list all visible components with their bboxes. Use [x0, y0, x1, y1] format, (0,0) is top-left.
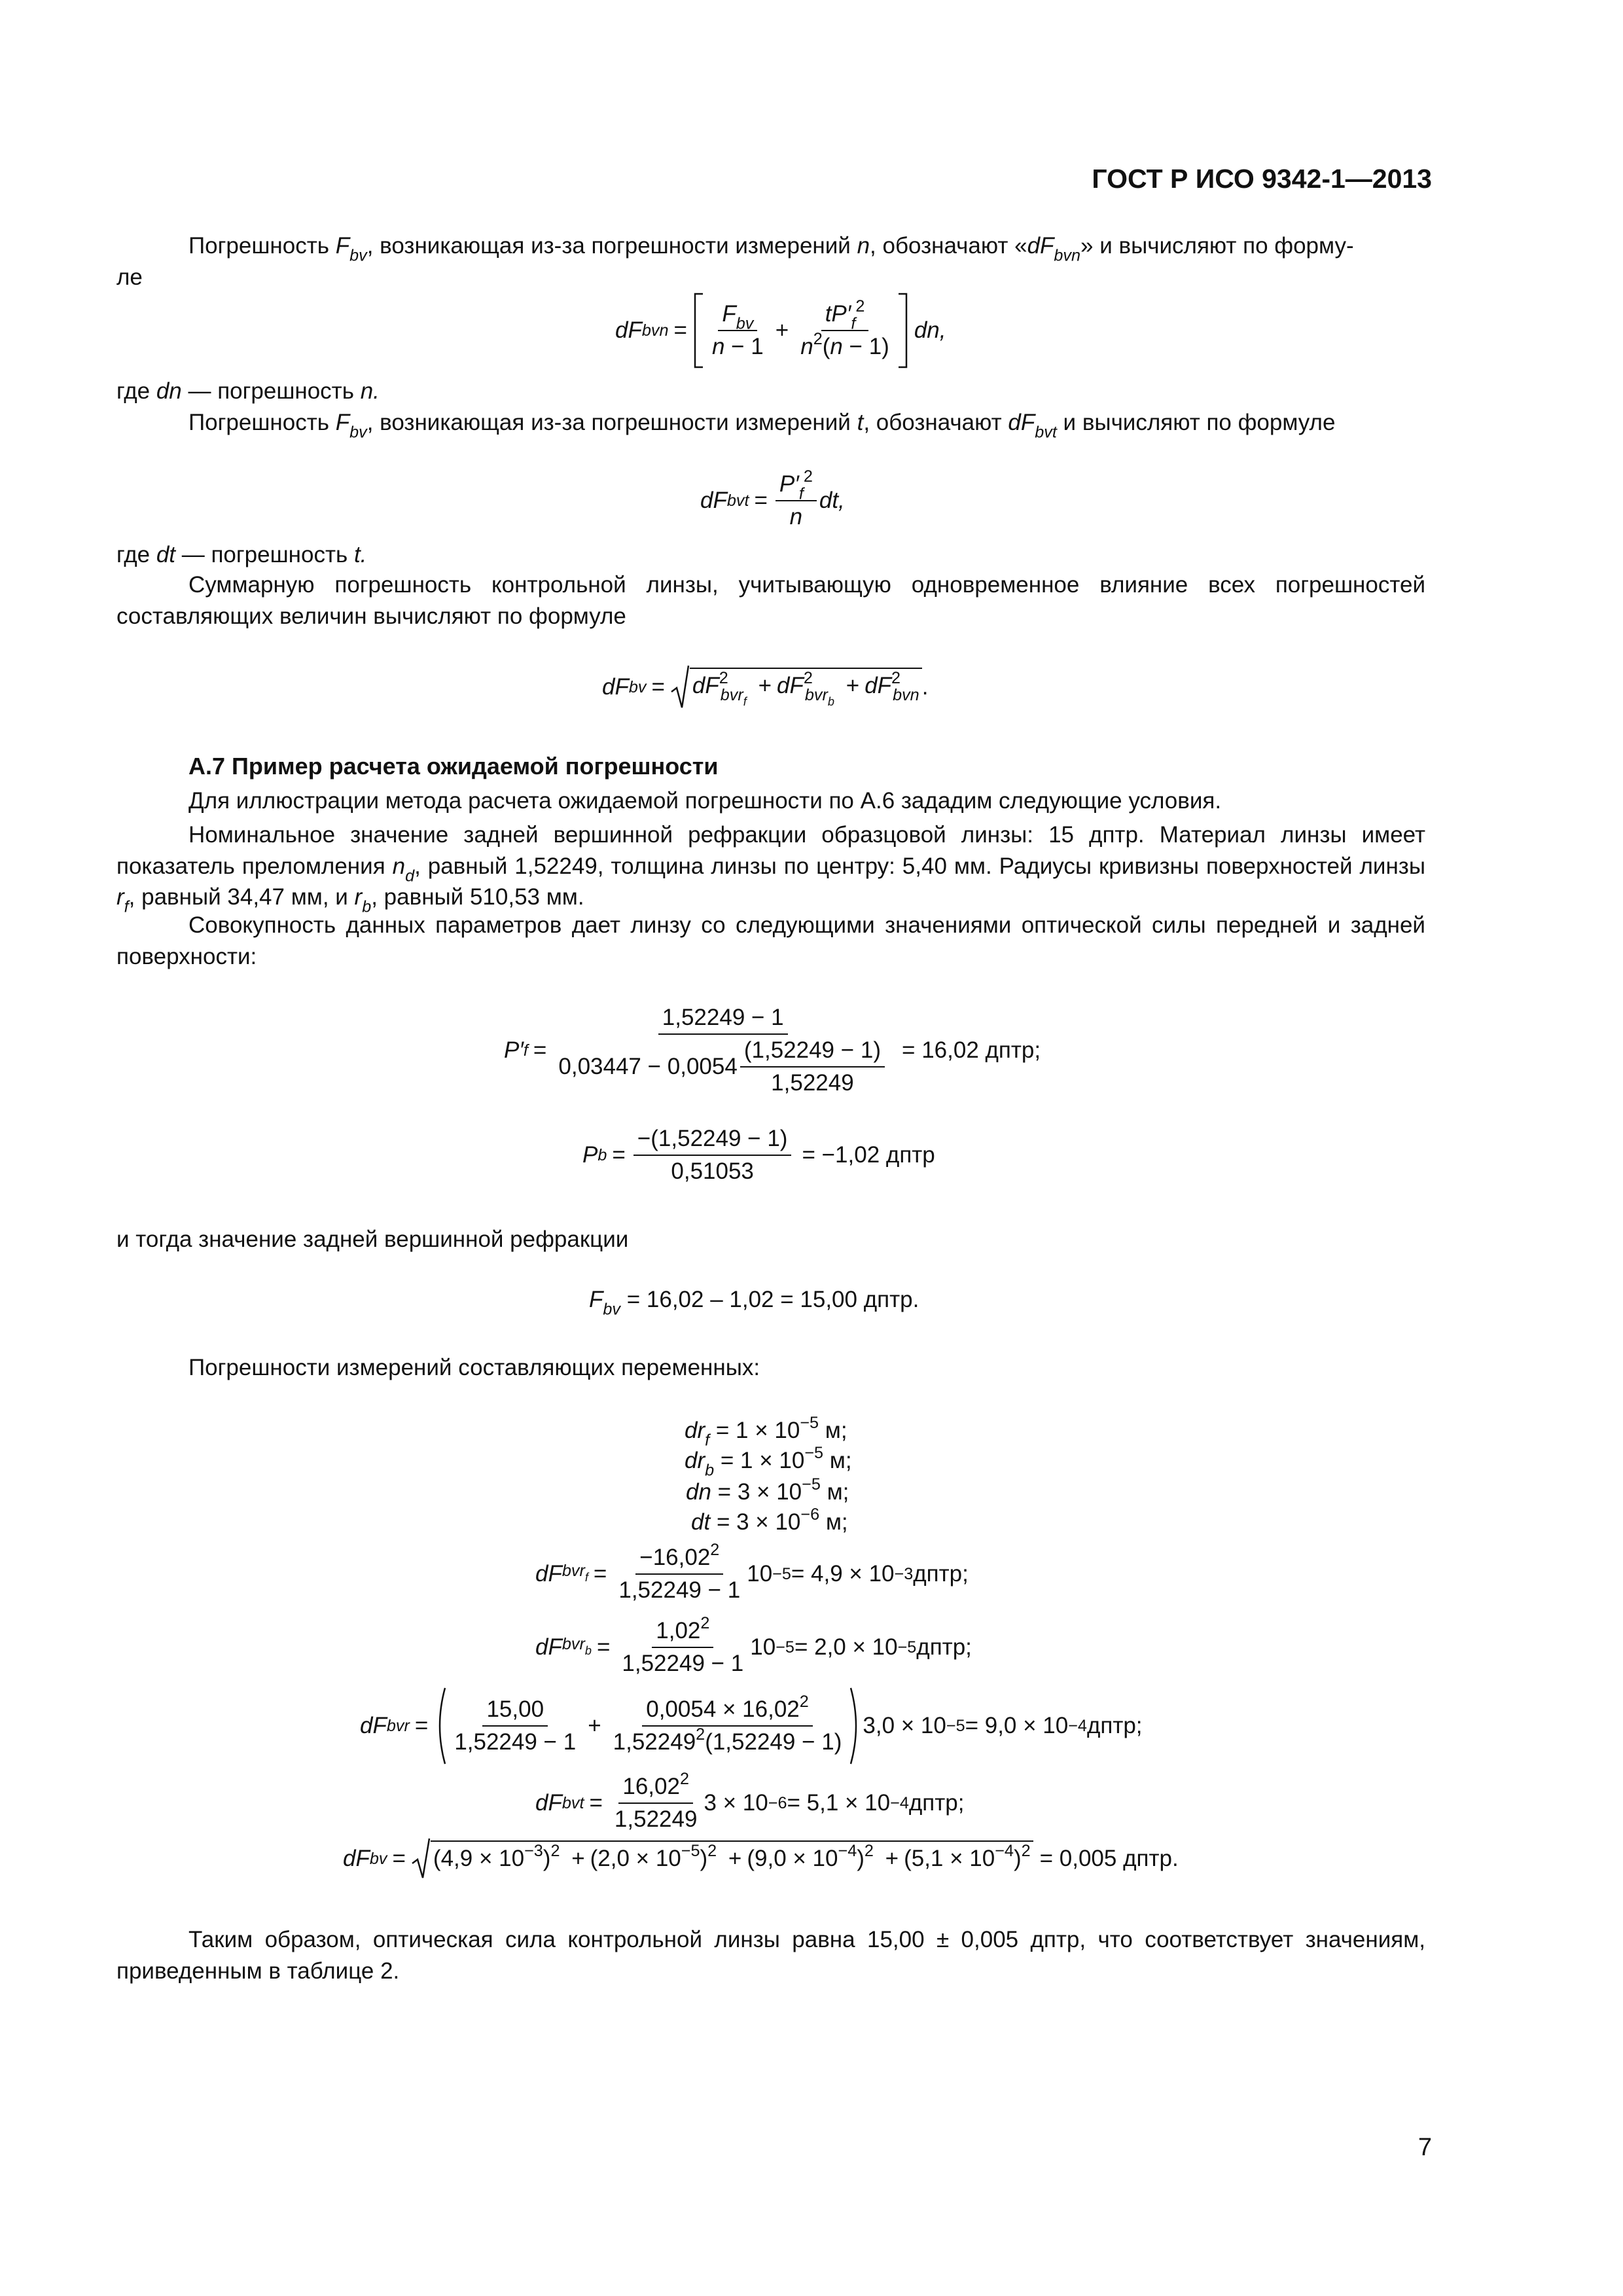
fraction: $\frac{1,02^2}{1,52249 - 1}$ — [622, 1613, 744, 1676]
fraction: $\frac{P'_f^2}{n}$ — [776, 471, 817, 530]
value-drb: $dr_b = 1 \times 10^{-5}$ м; — [685, 1443, 852, 1480]
sqrt-sign — [411, 1837, 431, 1880]
section-heading: А.7 Пример расчета ожидаемой погрешности — [188, 753, 719, 780]
fraction: $\frac{15,00}{1,52249 - 1}$ — [454, 1696, 577, 1755]
equation-pb: P b = $\frac{-(1,52249 - 1)}{0,51053}$ = −1,02 дптр — [582, 1126, 935, 1184]
paragraph-intro: Для иллюстрации метода расчета ожидаемой погрешности по А.6 зададим следующие условия. — [188, 788, 1222, 814]
fraction: $\frac{-16,02^2}{1,52249 - 1}$ — [618, 1540, 741, 1603]
fraction: $\frac{F_{bv}}{n - 1}$ — [711, 301, 764, 359]
fraction: $\frac{-(1,52249 - 1)}{0,51053}$ — [633, 1126, 792, 1185]
equation-dfbv-final: dF bv = $(4,9 \times 10^{-3})^2 + (2,0 \times 10^{-5})^2 + (9,0 \times 10^{-4})^2 + (5,1 \times 10^{-4})^2$ = 0,005 дптр. — [343, 1833, 1179, 1885]
where-clause: где dn — погрешность n. — [116, 378, 380, 404]
paragraph-parameters: Номинальное значение задней вершинной рефракции образцовой линзы: 15 дптр. Материал линзы имеет показатель преломления $n_d$, равный 1,52249, толщина линзы по центру: 5,40 мм. Радиусы кривизны поверхностей линзы $r_f$, равный 34,47 мм, и $r_b$, равный 510,53 мм. — [116, 822, 1425, 916]
fraction: $\frac{16,02^2}{1,52249}$ — [614, 1769, 698, 1832]
paragraph-total-error: Суммарную погрешность контрольной линзы, учитывающую одновременное влияние всех погрешностей составляющих величин вычисляют по формуле — [116, 572, 1425, 629]
paragraph-conclusion: Таким образом, оптическая сила контрольной линзы равна 15,00 ± 0,005 дптр, что соответствует значениям, приведенным в таблице 2. — [116, 1927, 1425, 1984]
paragraph-continuation: ле — [116, 264, 143, 290]
equation-dfbvrb: dF bvr$_b$ = $\frac{1,02^2}{1,52249 - 1}$ 10 −5 = 2,0 × 10 −5 дптр; — [535, 1613, 972, 1676]
equation-dfbv-sqrt: dF bv = $dF^2_{bvr_f} + dF^2_{bvr_b} + dF^2_{bvn}$ . — [602, 661, 928, 713]
left-paren — [433, 1685, 448, 1767]
value-drf: $dr_f = 1 \times 10^{-5}$ м; — [685, 1413, 847, 1450]
fraction: $\frac{0,0054 \times 16,02^2}{1,52249^2(1,52249 - 1)}$ — [613, 1692, 842, 1755]
page-number: 7 — [1418, 2134, 1432, 2161]
sqrt-sign — [670, 664, 690, 710]
equation-dfbvrf: dF bvr$_f$ = $\frac{-16,02^2}{1,52249 - 1}$ 10 −5 = 4,9 × 10 −3 дптр; — [535, 1540, 969, 1603]
equation-dfbvr: dF bvr = $\frac{15,00}{1,52249 - 1}$ + $\frac{0,0054 \times 16,02^2}{1,52249^2(1,52249 - 1)}$ 3,0 × 10 −5 = 9,0 × 10 −4 дптр; — [360, 1683, 1143, 1768]
paragraph-vertex: и тогда значение задней вершинной рефракции — [116, 1227, 629, 1252]
right-bracket — [896, 291, 909, 370]
paragraph-fbv-n-error: Погрешность $F_{bv}$, возникающая из-за погрешности измерений n, обозначают «$dF_{bvn}$» и вычисляют по форму- — [188, 233, 1354, 265]
fraction: $\frac{tP'_f^2}{n^2(n - 1)}$ — [800, 296, 889, 359]
left-bracket — [692, 291, 705, 370]
equation-dfbvt-value: dF bvt = $\frac{16,02^2}{1,52249}$ 3 × 10 −6 = 5,1 × 10 −4 дптр; — [535, 1769, 965, 1832]
equation-fbv-value: $F_{bv} = 16,02 - 1,02 = 15,00$ дптр. — [589, 1287, 919, 1319]
equation-pf: P ′ f = 1,52249 − 1 0,03447 − 0,0054 $\frac{(1,52249 - 1)}{1,52249}$ = 16,02 дптр; — [504, 1005, 1041, 1096]
paragraph-fbv-t-error: Погрешность $F_{bv}$, возникающая из-за погрешности измерений t, обозначают $dF_{bvt}$ и вычисляют по формуле — [188, 410, 1336, 442]
equation-dfbvt: dF bvt = $\frac{P'_f^2}{n}$ dt, — [700, 467, 845, 529]
equation-dfbvn: dF bvn = $\frac{F_{bv}}{n - 1}$ + $\frac{tP'_f^2}{n^2(n - 1)}$ dn, — [615, 288, 946, 373]
document-header: ГОСТ Р ИСО 9342-1—2013 — [1092, 164, 1432, 194]
paragraph-measurement-errors: Погрешности измерений составляющих переменных: — [188, 1355, 760, 1380]
right-paren — [848, 1685, 863, 1767]
fraction: 1,52249 − 1 0,03447 − 0,0054 $\frac{(1,52249 - 1)}{1,52249}$ — [554, 1005, 891, 1096]
value-dt: dt = $3 \times 10^{-6}$ м; — [691, 1505, 848, 1535]
where-clause: где dt — погрешность t. — [116, 542, 367, 567]
value-dn: dn = $3 \times 10^{-5}$ м; — [686, 1475, 849, 1505]
paragraph-surfaces: Совокупность данных параметров дает линзу со следующими значениями оптической силы передней и задней поверхности: — [116, 912, 1425, 969]
